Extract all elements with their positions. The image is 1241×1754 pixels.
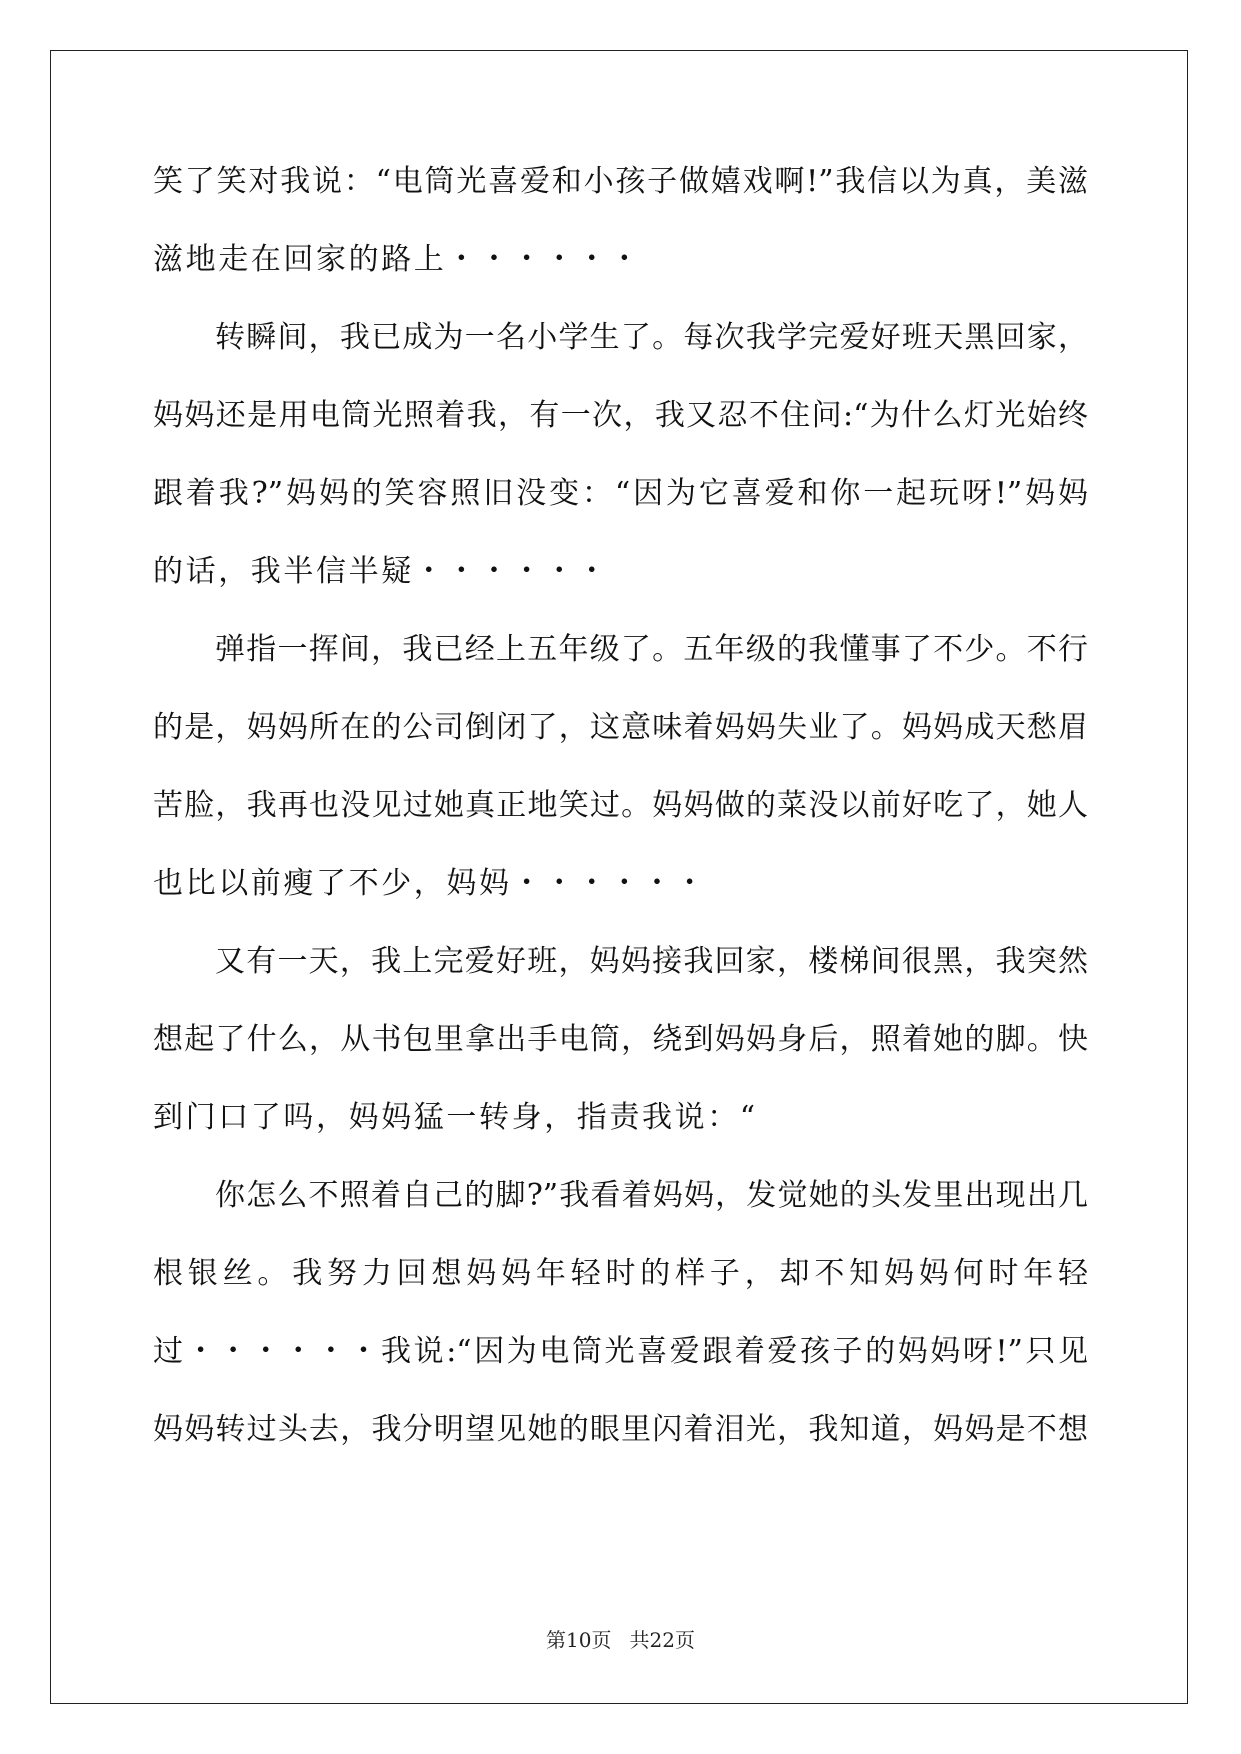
paragraph-start-line: 弹指一挥间，我已经上五年级了。五年级的我懂事了不少。不行 <box>215 632 1088 667</box>
text-line: 跟着我?”妈妈的笑容照旧没变：“因为它喜爱和你一起玩呀!”妈妈 <box>153 476 1088 511</box>
text-line: 过・・・・・・我说:“因为电筒光喜爱跟着爱孩子的妈妈呀!”只见 <box>153 1334 1088 1369</box>
text-line: 笑了笑对我说：“电筒光喜爱和小孩子做嬉戏啊!”我信以为真，美滋 <box>153 164 1088 199</box>
paragraph-start-line: 你怎么不照着自己的脚?”我看着妈妈，发觉她的头发里出现出几 <box>215 1178 1088 1213</box>
text-line: 苦脸，我再也没见过她真正地笑过。妈妈做的菜没以前好吃了，她人 <box>153 788 1088 823</box>
text-line: 根银丝。我努力回想妈妈年轻时的样子，却不知妈妈何时年轻 <box>153 1256 1088 1291</box>
document-body <box>153 160 1088 1486</box>
text-line: 到门口了吗，妈妈猛一转身，指责我说：“ <box>153 1100 758 1135</box>
text-line: 的是，妈妈所在的公司倒闭了，这意味着妈妈失业了。妈妈成天愁眉 <box>153 710 1088 745</box>
text-line: 妈妈转过头去，我分明望见她的眼里闪着泪光，我知道，妈妈是不想 <box>153 1412 1088 1447</box>
text-line: 也比以前瘦了不少，妈妈・・・・・・ <box>153 866 708 901</box>
paragraph-start-line: 又有一天，我上完爱好班，妈妈接我回家，楼梯间很黑，我突然 <box>215 944 1088 979</box>
page-number: 第10页 <box>546 1628 612 1652</box>
text-line: 滋地走在回家的路上・・・・・・ <box>153 242 642 277</box>
text-line: 妈妈还是用电筒光照着我，有一次，我又忍不住问:“为什么灯光始终 <box>153 398 1088 433</box>
text-line: 想起了什么，从书包里拿出手电筒，绕到妈妈身后，照着她的脚。快 <box>153 1022 1088 1057</box>
total-pages: 共22页 <box>629 1628 695 1652</box>
paragraph-start-line: 转瞬间，我已成为一名小学生了。每次我学完爱好班天黑回家， <box>215 320 1088 355</box>
page-footer <box>0 1628 1241 1652</box>
text-line: 的话，我半信半疑・・・・・・ <box>153 554 610 589</box>
